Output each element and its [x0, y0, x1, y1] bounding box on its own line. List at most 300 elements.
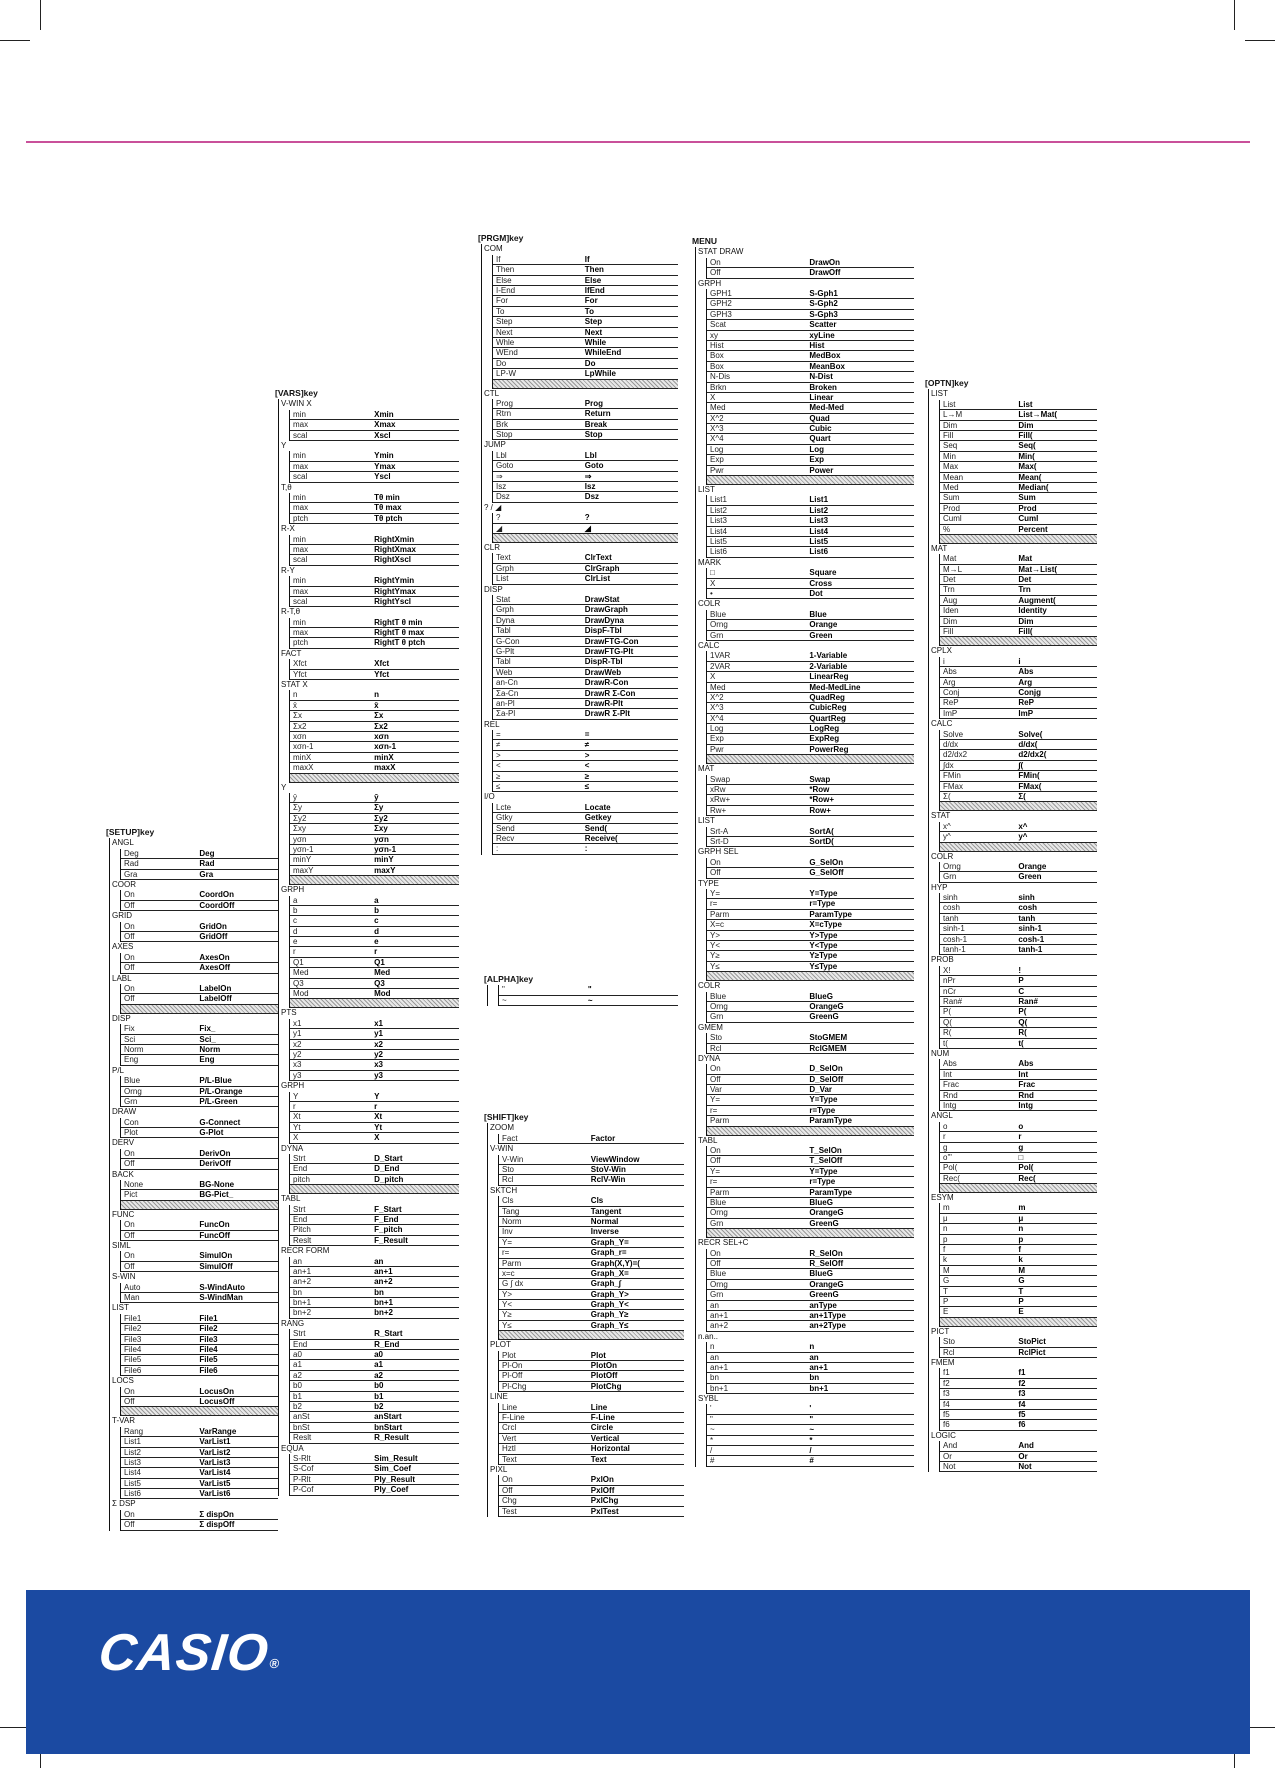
tree-row: [940, 1091, 1097, 1101]
command-name: Trn: [1018, 585, 1031, 595]
command-name: y2: [374, 1050, 384, 1060]
group-items: [289, 576, 459, 607]
tree-row: [290, 462, 459, 472]
page-divider-shade: [707, 755, 914, 764]
tree-row: [493, 286, 678, 296]
command-name: QuadReg: [809, 692, 845, 702]
command-name: DerivOn: [199, 1148, 231, 1158]
key-label: □: [710, 568, 715, 578]
command-name: S-WindAuto: [199, 1282, 246, 1292]
tree-row: [940, 514, 1097, 524]
tree-row: [121, 1190, 278, 1200]
tree-row: [121, 1324, 278, 1334]
key-label: minY: [293, 855, 312, 865]
key-label: Hztl: [502, 1444, 516, 1454]
key-label: Grph: [496, 563, 514, 573]
command-name: Circle: [590, 1423, 614, 1433]
key-label: None: [124, 1180, 144, 1190]
key-label: x^: [943, 821, 951, 831]
group-items: [939, 893, 1097, 955]
tree-row: [290, 1215, 459, 1225]
key-label: Blue: [710, 1198, 727, 1207]
tree-row: [493, 338, 678, 348]
key-label: Next: [496, 327, 513, 337]
tree-row: [499, 1248, 684, 1258]
key-label: Σ(: [943, 791, 951, 801]
tree-row: [290, 1050, 459, 1060]
command-name: Dot: [809, 588, 823, 598]
tree-row: [940, 1452, 1097, 1462]
command-name: Getkey: [584, 813, 612, 823]
tree-row: [290, 1485, 459, 1495]
command-name: Xscl: [374, 430, 391, 440]
tree-row: [940, 1224, 1097, 1234]
command-name: D_SelOn: [809, 1064, 843, 1074]
group-items: [706, 992, 914, 1023]
tree-row: [940, 862, 1097, 872]
group-items: [706, 775, 914, 817]
registered-mark: ®: [268, 1656, 281, 1671]
tree-row: [121, 1355, 278, 1365]
group-label: ANGL: [931, 1111, 953, 1121]
tree-row: [290, 545, 459, 555]
tree-row: [707, 516, 914, 526]
command-name: Factor: [590, 1133, 616, 1143]
command-name: DrawDyna: [584, 615, 624, 625]
group-label: MAT: [698, 764, 715, 774]
group-label: JUMP: [484, 440, 506, 450]
page-divider-shade: [493, 380, 678, 389]
group-items: [706, 827, 914, 848]
tree-row: [707, 527, 914, 537]
command-name: an+2: [374, 1277, 393, 1287]
page-divider-shade: [707, 1127, 914, 1136]
command-name: Send(: [584, 823, 608, 833]
tree-row: [707, 372, 914, 382]
tree-row: [707, 920, 914, 930]
group-items: [120, 1510, 278, 1531]
group-label: DYNA: [698, 1053, 721, 1063]
tree-title: MENU: [692, 236, 718, 246]
tree-row: [707, 941, 914, 951]
command-name: StoV-Win: [590, 1165, 626, 1174]
key-label: Rnd: [943, 1090, 958, 1100]
command-name: ≤: [584, 782, 590, 792]
tree-row: [940, 740, 1097, 750]
tree-row: [290, 866, 459, 876]
tree-groups: [109, 838, 278, 1530]
key-label: X: [710, 578, 716, 588]
tree-row: [290, 1164, 459, 1174]
command-name: r=Type: [809, 1177, 836, 1187]
tree-row: [940, 935, 1097, 945]
command-name: P: [1018, 976, 1024, 986]
command-name: DrawOn: [809, 257, 841, 267]
tree-row: [940, 1441, 1097, 1451]
tree-row: [940, 596, 1097, 606]
command-name: R_SelOn: [809, 1248, 843, 1258]
key-label: b2: [293, 1401, 302, 1411]
command-name: Quart: [809, 434, 831, 444]
command-name: Y=Type: [809, 1166, 838, 1176]
key-label: G: [943, 1276, 950, 1286]
group-label: PICT: [931, 1326, 950, 1336]
command-name: ◢: [584, 523, 591, 533]
command-name: RightYmin: [374, 576, 415, 586]
command-name: RightXmax: [374, 544, 416, 554]
key-label: maxY: [293, 865, 314, 875]
tree-row: [707, 579, 914, 589]
page-divider-shade: [940, 637, 1097, 646]
tree-row: [707, 289, 914, 299]
command-name: CoordOff: [199, 900, 235, 910]
tree-row: [707, 1116, 914, 1126]
group-items: [939, 400, 1097, 544]
command-name: Dim: [1018, 616, 1034, 626]
group-items: [492, 513, 678, 543]
command-name: File3: [199, 1334, 218, 1344]
key-label: ∫dx: [943, 760, 954, 770]
command-name: b: [374, 905, 379, 915]
tree-row: [290, 927, 459, 937]
command-name: Mat: [1018, 554, 1033, 564]
key-label: Y≤: [502, 1320, 512, 1330]
tree-row: [940, 709, 1097, 719]
tree-row: [707, 1033, 914, 1043]
group-label: V-WIN: [490, 1144, 514, 1154]
group-label: GRPH: [281, 885, 305, 895]
group-items: [939, 554, 1097, 646]
tree-row: [493, 761, 678, 771]
tree-row: [290, 732, 459, 742]
tree-row: [499, 1382, 684, 1392]
tree-row: [290, 1092, 459, 1102]
key-label: Cls: [502, 1196, 514, 1206]
group-label: AXES: [112, 942, 134, 952]
command-name: d: [374, 926, 379, 936]
key-label: On: [124, 1251, 135, 1261]
crop-mark: [1234, 0, 1235, 30]
key-label: Rad: [124, 859, 139, 869]
tree-row: [493, 678, 678, 688]
command-name: Yscl: [374, 472, 391, 482]
command-name: e: [374, 937, 379, 947]
tree-row: [707, 693, 914, 703]
command-name: Graph_r=: [590, 1248, 627, 1258]
key-label: List2: [124, 1447, 141, 1457]
key-label: #: [710, 1456, 715, 1466]
key-label: bn+2: [293, 1308, 312, 1318]
tree-row: [121, 984, 278, 994]
command-name: minX: [374, 752, 394, 762]
command-name: f3: [1018, 1389, 1026, 1399]
tree-row: [707, 931, 914, 941]
tree-row: [290, 410, 459, 420]
key-label: Deg: [124, 848, 139, 858]
key-label: Off: [124, 1396, 135, 1406]
tree-groups: [278, 399, 459, 1495]
key-label: Pl-On: [502, 1361, 523, 1371]
group-label: PIXL: [490, 1464, 508, 1474]
command-name: Cross: [809, 578, 833, 588]
key-label: ?: [496, 513, 501, 523]
tree-title: [ALPHA]key: [484, 974, 534, 984]
group-items: [706, 1033, 914, 1054]
key-label: End: [293, 1164, 308, 1174]
tree-row: [121, 1180, 278, 1190]
tree-row: [499, 1475, 684, 1485]
command-name: an: [374, 1256, 384, 1266]
key-label: LP-W: [496, 369, 516, 379]
tree-row: [707, 837, 914, 847]
group-items: [120, 1427, 278, 1500]
command-name: bnStart: [374, 1422, 403, 1432]
page-divider-shade: [707, 476, 914, 485]
tree-row: [493, 668, 678, 678]
key-label: Box: [710, 361, 724, 371]
command-name: DrawFTG-Plt: [584, 646, 634, 656]
key-label: X^4: [710, 434, 724, 444]
command-name: SimulOn: [199, 1251, 233, 1261]
command-name: Max(: [1018, 462, 1037, 472]
key-label: Off: [124, 931, 135, 941]
key-label: f5: [943, 1409, 950, 1419]
key-label: f3: [943, 1389, 950, 1399]
command-name: R_Result: [374, 1433, 409, 1443]
command-name: X: [374, 1133, 380, 1143]
group-label: COOR: [112, 879, 136, 889]
group-label: GRPH: [281, 1081, 305, 1091]
command-name: ': [809, 1404, 812, 1414]
group-items: [120, 1149, 278, 1170]
command-name: PxlTest: [590, 1506, 619, 1516]
group-items: [706, 651, 914, 764]
command-name: >: [584, 750, 590, 760]
group-items: [289, 618, 459, 649]
group-items: [498, 1351, 684, 1393]
group-items: [120, 849, 278, 880]
tree-row: [707, 1156, 914, 1166]
command-name: StoGMEM: [809, 1033, 848, 1043]
group-items: [706, 1404, 914, 1466]
tree-row: [940, 1337, 1097, 1347]
command-name: DispF-Tbl: [584, 626, 622, 636]
key-label: Orng: [710, 620, 728, 630]
command-name: 1-Variable: [809, 651, 848, 661]
command-name: Med: [374, 968, 391, 978]
command-name: Arg: [1018, 677, 1033, 687]
key-label: Exp: [710, 734, 724, 744]
key-label: <: [496, 761, 501, 771]
command-name: bn+1: [809, 1383, 829, 1393]
tree-row: [940, 1203, 1097, 1213]
key-label: X^4: [710, 713, 724, 723]
tree-row: [493, 307, 678, 317]
group-label: n.an..: [698, 1331, 719, 1341]
key-label: maxX: [293, 763, 314, 773]
key-label: n: [293, 690, 298, 700]
tree-row: [707, 1167, 914, 1177]
tree-row: [940, 1174, 1097, 1184]
tree-row: [940, 1132, 1097, 1142]
tree-row: [707, 1198, 914, 1208]
key-label: Eng: [124, 1055, 139, 1065]
command-name: Fix_: [199, 1024, 216, 1034]
command-name: tanh-1: [1018, 945, 1043, 955]
command-name: ReP: [1018, 698, 1034, 708]
key-label: c: [293, 916, 297, 926]
group-label: CTL: [484, 388, 500, 398]
tree-row: [290, 989, 459, 999]
key-label: scal: [293, 596, 308, 606]
key-label: /: [710, 1446, 713, 1456]
group-items: [120, 1251, 278, 1272]
key-label: Y≥: [710, 951, 720, 961]
tree-row: [499, 1217, 684, 1227]
key-label: On: [124, 921, 135, 931]
command-name: OrangeG: [809, 1279, 844, 1289]
key-label: Box: [710, 351, 724, 361]
group-items: [498, 1403, 684, 1465]
key-label: Rang: [124, 1426, 144, 1436]
key-label: min: [293, 451, 306, 461]
key-label: Inv: [502, 1227, 513, 1237]
key-label: an+1: [710, 1362, 729, 1372]
key-label: nCr: [943, 986, 956, 996]
key-label: xRw+: [710, 795, 731, 805]
key-label: sinh-1: [943, 924, 965, 934]
tree-row: [290, 1236, 459, 1246]
key-label: 1VAR: [710, 651, 731, 661]
tree-row: [499, 1165, 684, 1175]
tree-row: [290, 597, 459, 607]
tree-row: [290, 472, 459, 482]
command-name: ȳ: [374, 793, 379, 802]
tree-row: [493, 317, 678, 327]
tree-row: [499, 1269, 684, 1279]
command-name: Q3: [374, 978, 385, 988]
key-label: Log: [710, 444, 724, 454]
tree-row: [121, 1448, 278, 1458]
group-items: [939, 862, 1097, 883]
command-name: To: [584, 306, 594, 316]
command-name: sinh-1: [1018, 924, 1042, 934]
tree-row: [707, 1249, 914, 1259]
tree-row: [499, 1207, 684, 1217]
key-label: an+2: [293, 1277, 312, 1287]
key-label: End: [293, 1214, 308, 1224]
command-name: Ply_Result: [374, 1474, 416, 1484]
key-label: ReP: [943, 698, 959, 708]
group-label: COM: [484, 244, 503, 254]
tree-row: [707, 1456, 914, 1466]
tree-row: [493, 772, 678, 782]
key-label: File1: [124, 1313, 142, 1323]
tree-row: [121, 994, 278, 1004]
tree-row: [940, 400, 1097, 410]
command-name: BlueG: [809, 1269, 833, 1279]
tree-row: [493, 359, 678, 369]
tree-row: [940, 792, 1097, 802]
tree-row: [290, 659, 459, 669]
group-items: [939, 1441, 1097, 1472]
command-name: PowerReg: [809, 744, 849, 754]
group-items: [289, 493, 459, 524]
key-label: List: [943, 399, 956, 409]
command-name: T: [1018, 1286, 1024, 1296]
command-name: r=Type: [809, 1105, 836, 1115]
key-label: Xfct: [293, 659, 307, 669]
tree-row: [940, 924, 1097, 934]
tree-row: [290, 1225, 459, 1235]
command-name: xyLine: [809, 330, 835, 340]
tree-row: [707, 1095, 914, 1105]
key-label: Chg: [502, 1496, 517, 1506]
command-name: Yt: [374, 1122, 383, 1132]
command-name: R_SelOff: [809, 1258, 844, 1268]
key-label: FMin: [943, 771, 961, 781]
tree-row: [707, 745, 914, 755]
key-label: Y=: [502, 1237, 513, 1247]
key-label: On: [124, 983, 135, 993]
key-label: On: [124, 1220, 135, 1230]
tree-row: [290, 1071, 459, 1081]
command-name: P: [1018, 1297, 1024, 1306]
key-label: ⇒: [496, 471, 503, 481]
key-label: ": [502, 985, 505, 995]
command-name: b0: [374, 1381, 384, 1391]
tree-row: [493, 637, 678, 647]
tree-row: [940, 585, 1097, 595]
group-label: DISP: [484, 584, 503, 594]
tree-row: [707, 703, 914, 713]
key-label: Off: [124, 1520, 135, 1530]
tree-row: [290, 1288, 459, 1298]
group-label: CALC: [698, 640, 720, 650]
key-label: Orng: [124, 1086, 142, 1096]
command-name: Graph_X=: [590, 1268, 629, 1278]
key-label: r=: [710, 1105, 718, 1115]
key-label: μ: [943, 1213, 948, 1223]
command-name: DrawFTG-Con: [584, 636, 639, 646]
group-label: SIML: [112, 1241, 131, 1251]
tree-row: [290, 722, 459, 732]
group-label: Y: [281, 440, 287, 450]
group-label: RECR SEL+C: [698, 1238, 749, 1248]
tree-row: [290, 979, 459, 989]
command-name: maxX: [374, 763, 396, 773]
tree-row: [707, 610, 914, 620]
key-label: WEnd: [496, 348, 518, 358]
key-label: xσn-1: [293, 742, 314, 752]
command-name: FMin(: [1018, 771, 1040, 781]
tree-row: [707, 1415, 914, 1425]
tree-row: [940, 1255, 1097, 1265]
key-label: Y=: [710, 889, 721, 898]
command-name: GridOn: [199, 921, 227, 931]
key-label: min: [293, 534, 306, 544]
command-name: =: [584, 730, 590, 740]
key-label: Parm: [710, 909, 730, 919]
command-name: Tangent: [590, 1206, 622, 1216]
key-label: X^3: [710, 703, 724, 713]
command-name: ParamType: [809, 1187, 852, 1197]
tree-row: [707, 383, 914, 393]
tree-row: [940, 730, 1097, 740]
group-items: [492, 803, 678, 855]
key-label: Dim: [943, 616, 958, 626]
tree-row: [940, 657, 1097, 667]
